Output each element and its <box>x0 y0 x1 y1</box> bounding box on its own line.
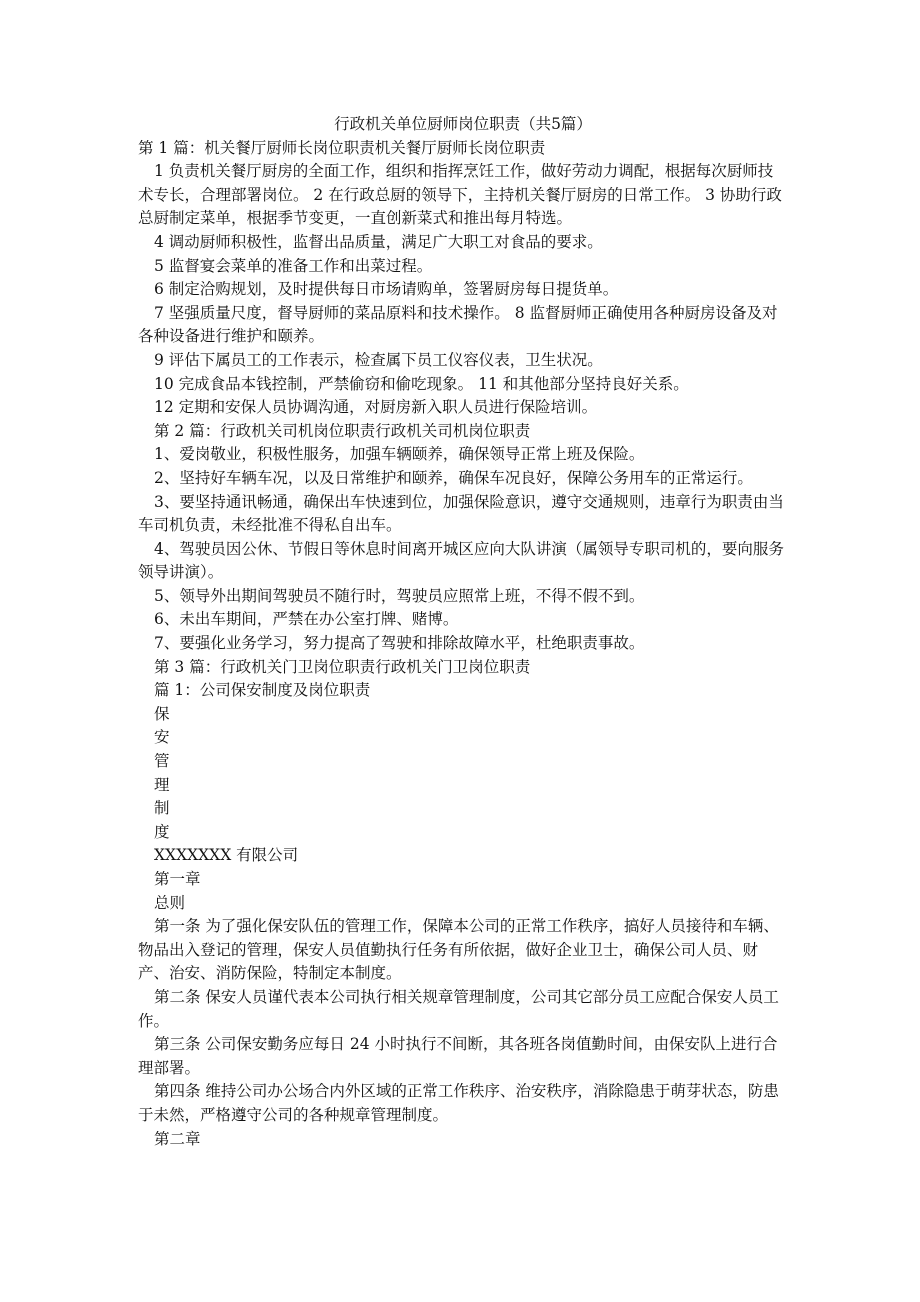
paragraph: 1、爱岗敬业，积极性服务，加强车辆颐养，确保领导正常上班及保险。 <box>154 445 645 464</box>
vertical-char: 制 <box>154 799 170 818</box>
sub-heading: 篇 1：公司保安制度及岗位职责 <box>154 681 371 700</box>
vertical-char: 管 <box>154 752 170 771</box>
paragraph: 5、领导外出期间驾驶员不随行时，驾驶员应照常上班，不得不假不到。 <box>154 586 645 605</box>
vertical-char: 理 <box>154 775 170 794</box>
paragraph: 5 监督宴会菜单的准备工作和出菜过程。 <box>154 256 433 275</box>
paragraph: 6、未出车期间，严禁在办公室打牌、赌博。 <box>154 610 459 629</box>
article-paragraph: 第四条 维持公司办公场合内外区域的正常工作秩序、治安秩序，消除隐患于萌芽状态，防患于未然，严格遵守公司的各种规章管理制度。 <box>138 1082 779 1124</box>
section-heading: 第 2 篇：行政机关司机岗位职责行政机关司机岗位职责 <box>154 421 531 440</box>
article-paragraph: 第三条 公司保安勤务应每日 24 小时执行不间断，其各班各岗值勤时间，由保安队上进行合理部署。 <box>138 1035 778 1077</box>
paragraph: 9 评估下属员工的工作表示，检查属下员工仪容仪表，卫生状况。 <box>154 350 603 369</box>
document-title: 行政机关单位厨师岗位职责（共5篇） <box>334 115 592 133</box>
article-paragraph: 第二条 保安人员谨代表本公司执行相关规章管理制度，公司其它部分员工应配合保安人员工作。 <box>138 987 779 1030</box>
paragraph: 12 定期和安保人员协调沟通，对厨房新入职人员进行保险培训。 <box>154 398 598 417</box>
paragraph: 10 完成食品本钱控制，严禁偷窃和偷吃现象。 11 和其他部分坚持良好关系。 <box>154 374 689 393</box>
article-paragraph: 第一条 为了强化保安队伍的管理工作，保障本公司的正常工作秩序，搞好人员接待和车辆、物品出入登记的管理，保安人员值勤执行任务有所依据，做好企业卫士，确保公司人员、财产、治安、消防保险，特制定本制度。 <box>138 917 779 983</box>
section-heading: 第 3 篇：行政机关门卫岗位职责行政机关门卫岗位职责 <box>154 657 531 676</box>
paragraph: 2、坚持好车辆车况，以及日常维护和颐养，确保车况良好，保障公务用车的正常运行。 <box>154 468 753 487</box>
chapter-subtitle: 总则 <box>154 893 186 912</box>
paragraph: 4 调动厨师积极性，监督出品质量，满足广大职工对食品的要求。 <box>154 232 603 251</box>
paragraph: 3、要坚持通讯畅通，确保出车快速到位，加强保险意识，遵守交通规则，违章行为职责由当车司机负责，未经批准不得私自出车。 <box>138 492 784 535</box>
paragraph: 4、驾驶员因公休、节假日等休息时间离开城区应向大队讲演（属领导专职司机的，要向服务领导讲演）。 <box>138 539 784 582</box>
chapter-heading: 第一章 <box>154 870 201 888</box>
vertical-char: 度 <box>154 822 170 841</box>
vertical-char: 保 <box>154 704 170 723</box>
company-name: XXXXXXX 有限公司 <box>154 846 299 865</box>
paragraph: 7、要强化业务学习，努力提高了驾驶和排除故障水平，杜绝职责事故。 <box>154 634 645 653</box>
section-heading: 第 1 篇：机关餐厅厨师长岗位职责机关餐厅厨师长岗位职责 <box>138 138 546 157</box>
paragraph: 7 坚强质量尺度，督导厨师的菜品原料和技术操作。 8 监督厨师正确使用各种厨房设备及对各种设备进行维护和颐养。 <box>138 303 778 346</box>
paragraph: 1 负责机关餐厅厨房的全面工作，组织和指挥烹饪工作，做好劳动力调配，根据每次厨师技术专长，合理部署岗位。 2 在行政总厨的领导下，主持机关餐厅厨房的日常工作。 3 协助行政总厨制定菜单，根据季节变更，一直创新菜式和推出每月特选。 <box>138 162 782 228</box>
vertical-char: 安 <box>154 728 170 747</box>
chapter-heading: 第二章 <box>154 1129 201 1148</box>
document-body <box>138 113 788 1151</box>
paragraph: 6 制定洽购规划，及时提供每日市场请购单，签署厨房每日提货单。 <box>154 280 619 299</box>
